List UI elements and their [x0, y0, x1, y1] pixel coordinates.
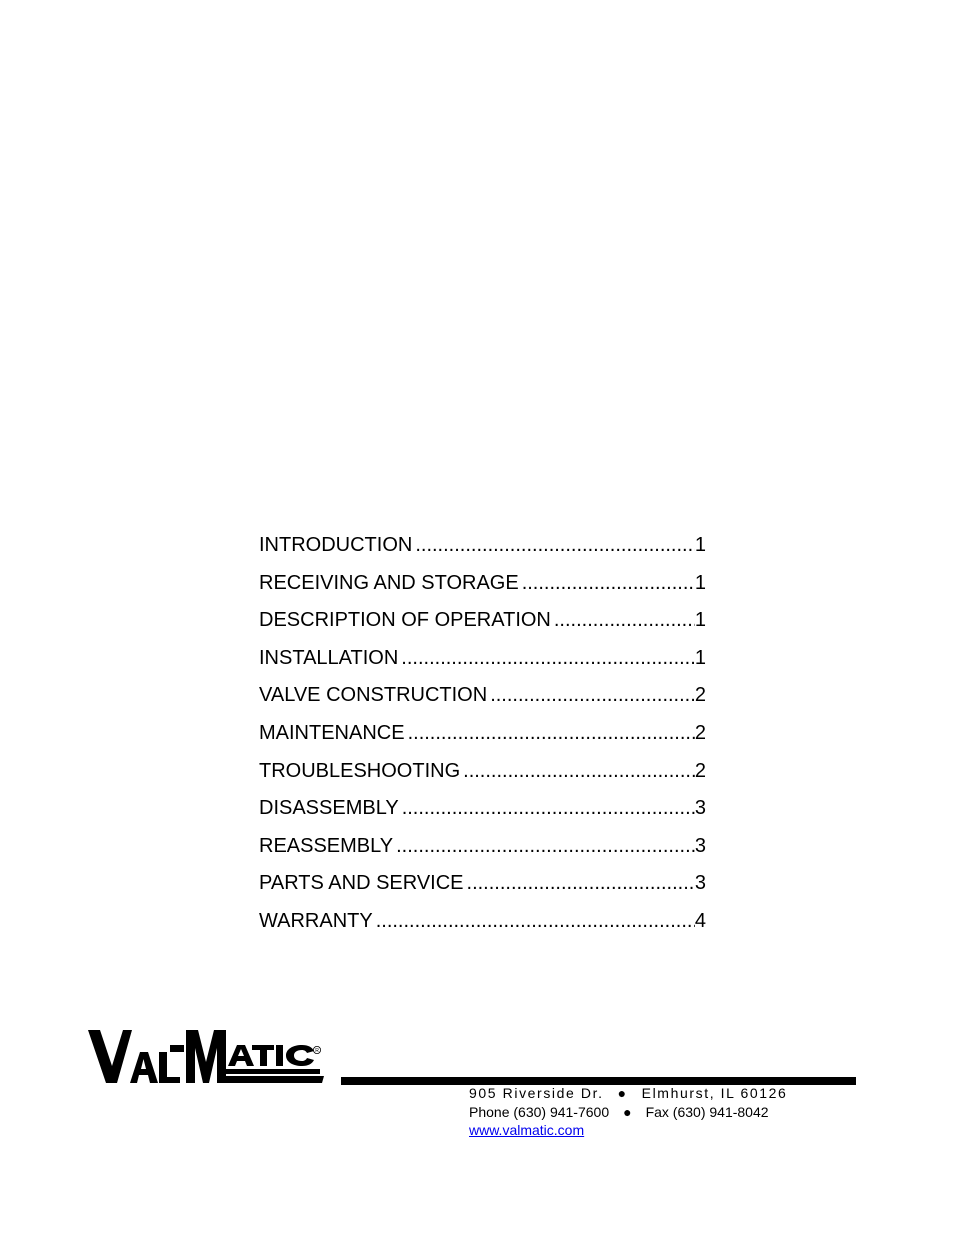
toc-entry-maintenance[interactable] — [259, 719, 706, 757]
toc-dot-leader — [376, 907, 695, 935]
toc-entry-page: 2 — [694, 684, 706, 707]
toc-dot-leader — [402, 794, 695, 822]
toc-entry-valve-construction[interactable] — [259, 681, 706, 719]
toc-entry-title: MAINTENANCE — [259, 721, 405, 744]
toc-entry-title: WARRANTY — [259, 909, 373, 932]
toc-entry-reassembly[interactable] — [259, 832, 706, 870]
toc-entry-title: DISASSEMBLY — [259, 797, 399, 820]
toc-entry-installation[interactable] — [259, 644, 706, 682]
toc-entry-page: 1 — [694, 571, 706, 594]
toc-entry-receiving-and-storage[interactable] — [259, 569, 706, 607]
toc-entry-page: 1 — [694, 646, 706, 669]
toc-entry-page: 3 — [694, 797, 706, 820]
toc-dot-leader — [415, 531, 695, 559]
toc-entry-page: 1 — [694, 534, 706, 556]
street-address: 905 Riverside Dr. — [469, 1085, 604, 1101]
toc-entry-page: 1 — [694, 609, 706, 632]
toc-dot-leader — [522, 569, 695, 597]
svg-text:R: R — [315, 1048, 319, 1054]
toc-dot-leader — [463, 757, 695, 785]
table-of-contents — [259, 531, 706, 945]
contact-line — [469, 1102, 869, 1122]
toc-entry-title: DESCRIPTION OF OPERATION — [259, 609, 551, 632]
toc-entry-title: INSTALLATION — [259, 646, 399, 669]
bullet-separator: ● — [617, 1085, 628, 1101]
bullet-separator: ● — [623, 1104, 632, 1120]
toc-entry-page: 3 — [694, 834, 706, 857]
toc-entry-title: INTRODUCTION — [259, 534, 413, 556]
val-matic-logo — [88, 1028, 324, 1088]
address-line — [469, 1085, 869, 1102]
website-link[interactable]: www.valmatic.com — [469, 1122, 585, 1138]
phone-number: Phone (630) 941-7600 — [469, 1104, 610, 1120]
toc-dot-leader — [401, 644, 695, 672]
toc-entry-page: 3 — [694, 872, 706, 895]
fax-number: Fax (630) 941-8042 — [645, 1104, 769, 1120]
toc-entry-warranty[interactable] — [259, 907, 706, 945]
toc-entry-introduction[interactable] — [259, 531, 706, 569]
toc-entry-page: 2 — [694, 759, 706, 782]
toc-entry-description-of-operation[interactable] — [259, 606, 706, 644]
toc-entry-page: 2 — [694, 721, 706, 744]
toc-entry-title: TROUBLESHOOTING — [259, 759, 461, 782]
toc-entry-page: 4 — [694, 909, 706, 932]
company-address — [469, 1085, 869, 1140]
toc-entry-disassembly[interactable] — [259, 794, 706, 832]
footer-divider — [341, 1077, 856, 1085]
city-address: Elmhurst, IL 60126 — [641, 1085, 788, 1101]
toc-entry-title: REASSEMBLY — [259, 834, 394, 857]
toc-entry-title: RECEIVING AND STORAGE — [259, 571, 519, 594]
toc-dot-leader — [490, 681, 695, 709]
toc-entry-parts-and-service[interactable] — [259, 869, 706, 907]
toc-dot-leader — [396, 832, 695, 860]
toc-dot-leader — [408, 719, 695, 747]
toc-entry-troubleshooting[interactable] — [259, 757, 706, 795]
toc-entry-title: PARTS AND SERVICE — [259, 872, 464, 895]
toc-dot-leader — [467, 869, 695, 897]
toc-dot-leader — [554, 606, 695, 634]
toc-entry-title: VALVE CONSTRUCTION — [259, 684, 488, 707]
